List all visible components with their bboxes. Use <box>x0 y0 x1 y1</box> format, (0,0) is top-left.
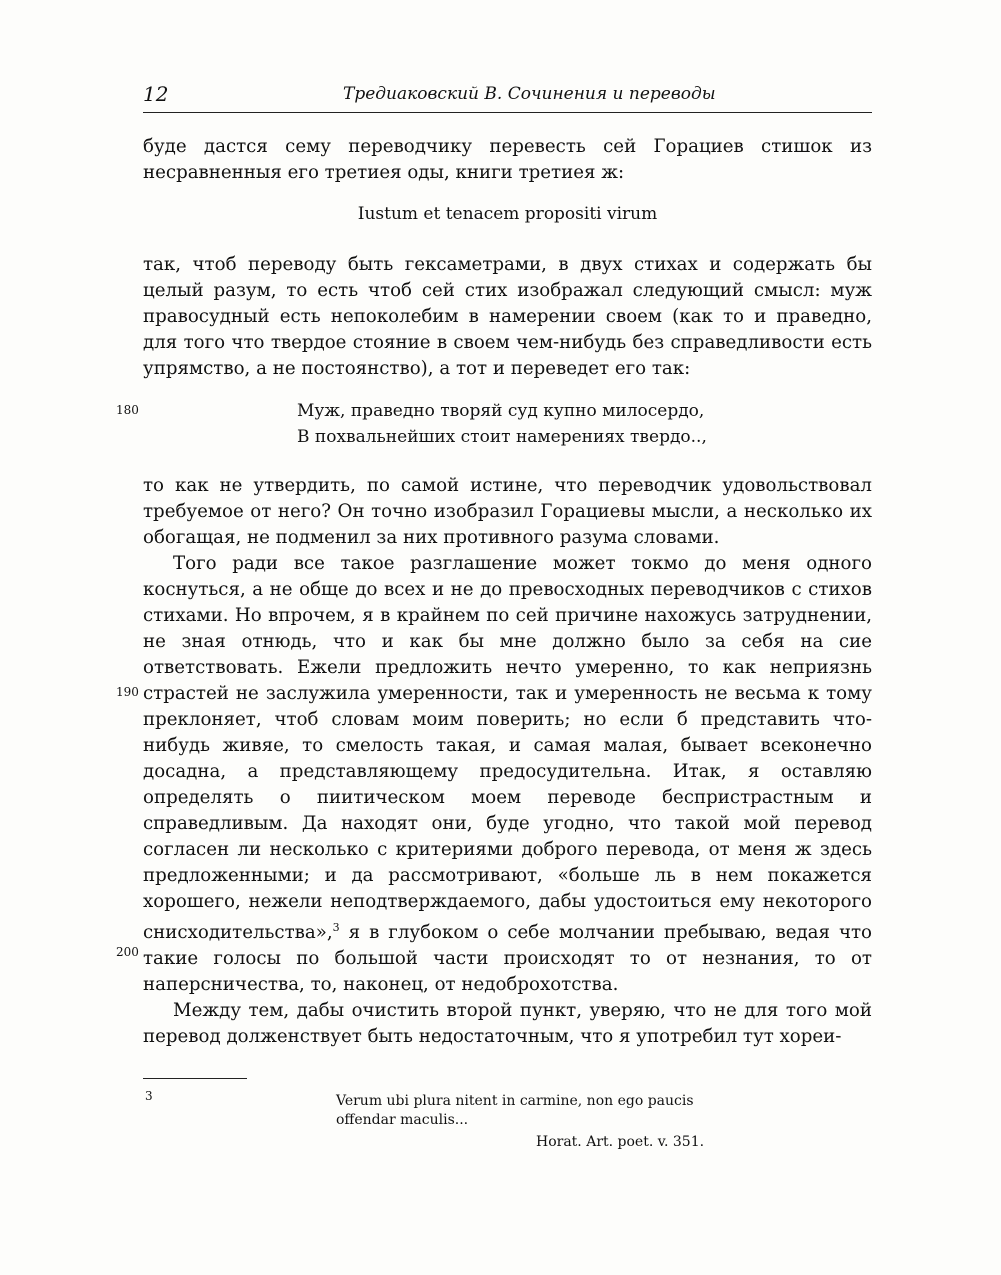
paragraph-text: буде дастся сему переводчику перевесть сей Горациев стишок из несравненныя его третиея оды, книги третиея ж: <box>143 136 872 183</box>
paragraph-conclusion: то как не утвердить, по самой истине, что переводчик удовольствовал требуемое от него? Он точно изобразил Горациевы мысли, а несколько их обогащая, не подменил за них противного разума словами. <box>143 475 872 548</box>
footnote-reference[interactable]: 3 <box>332 921 340 934</box>
line-number-200: 200 <box>116 945 139 959</box>
paragraph-intro <box>143 134 872 186</box>
footnote-quote-line: offendar maculis... <box>336 1112 469 1128</box>
paragraph-text: Того ради все такое разглашение может токмо до меня одного коснуться, а не обще до всех и не до превосходных переводчиков с стихов стихами. Но впрочем, я в крайнем по сей причине нахожусь затруднении, не зная отнюдь, что и как бы мне должно было за себя на сие ответствовать. Ежели предложить нечто умеренно, то как неприязнь страстей не заслужила умеренности, так и умеренность не весьма к тому преклоняет, чтоб словам моим поверить; но если б представить что-нибудь живяе, то смелость такая, и самая малая, бывает всеконечно досадна, а представляющему предосудительна. Итак, я оставляю определять о пиитическом моем переводе беспристрастным и справедливым. Да находят они, буде угодно, что такой мой перевод согласен ли несколько с критериями доброго перевода, от меня ж здесь предложенными; и да рассмотривают, «больше ль в нем покажется хорошего, нежели неподтверждаемого, дабы удостоиться ему некоторого снисходительства», <box>143 553 872 944</box>
verse-line: В похвальнейших стоит намерениях твердо.., <box>297 427 707 447</box>
main-text <box>143 473 872 1050</box>
paragraph-continuation: Между тем, дабы очистить второй пункт, уверяю, что не для того мой перевод долженствует быть недостаточным, что я употребил тут хореи- <box>143 1000 872 1048</box>
paragraph-text: так, чтоб переводу быть гексаметрами, в двух стихах и содержать бы целый разум, то есть чтоб сей стих изображал следующий смысл: муж правосудный есть непоколебим в намерении своем (как то и праведно, для того что твердое стояние в своем чем-нибудь без справедливости есть упрямство, а не постоянство), а тот и переведет его так: <box>143 254 872 379</box>
running-title: Тредиаковский В. Сочинения и переводы <box>343 84 716 104</box>
latin-quote: Iustum et tenacem propositi virum <box>357 204 658 224</box>
page-number: 12 <box>143 82 169 106</box>
footnote-quote-line: Verum ubi plura nitent in carmine, non ego paucis <box>336 1093 694 1109</box>
footnote-divider <box>143 1078 247 1079</box>
page-header <box>143 82 872 113</box>
paragraph-apology <box>143 551 872 998</box>
line-number-190: 190 <box>116 685 139 699</box>
verse-line: Муж, праведно творяй суд купно милосердо, <box>297 401 705 421</box>
line-number-180: 180 <box>116 403 139 417</box>
footnote-source: Horat. Art. poet. v. 351. <box>536 1134 705 1150</box>
paragraph-text: я в глубоком о себе молчании пребываю, ведая что такие голосы по большой части происходят то от незнания, то от наперсничества, то, наконец, от недоброхотства. <box>143 922 872 996</box>
footnote-quote <box>336 1092 696 1130</box>
verse-quote <box>297 398 707 450</box>
paragraph-hexameter <box>143 252 872 382</box>
footnote-mark: 3 <box>145 1089 153 1103</box>
